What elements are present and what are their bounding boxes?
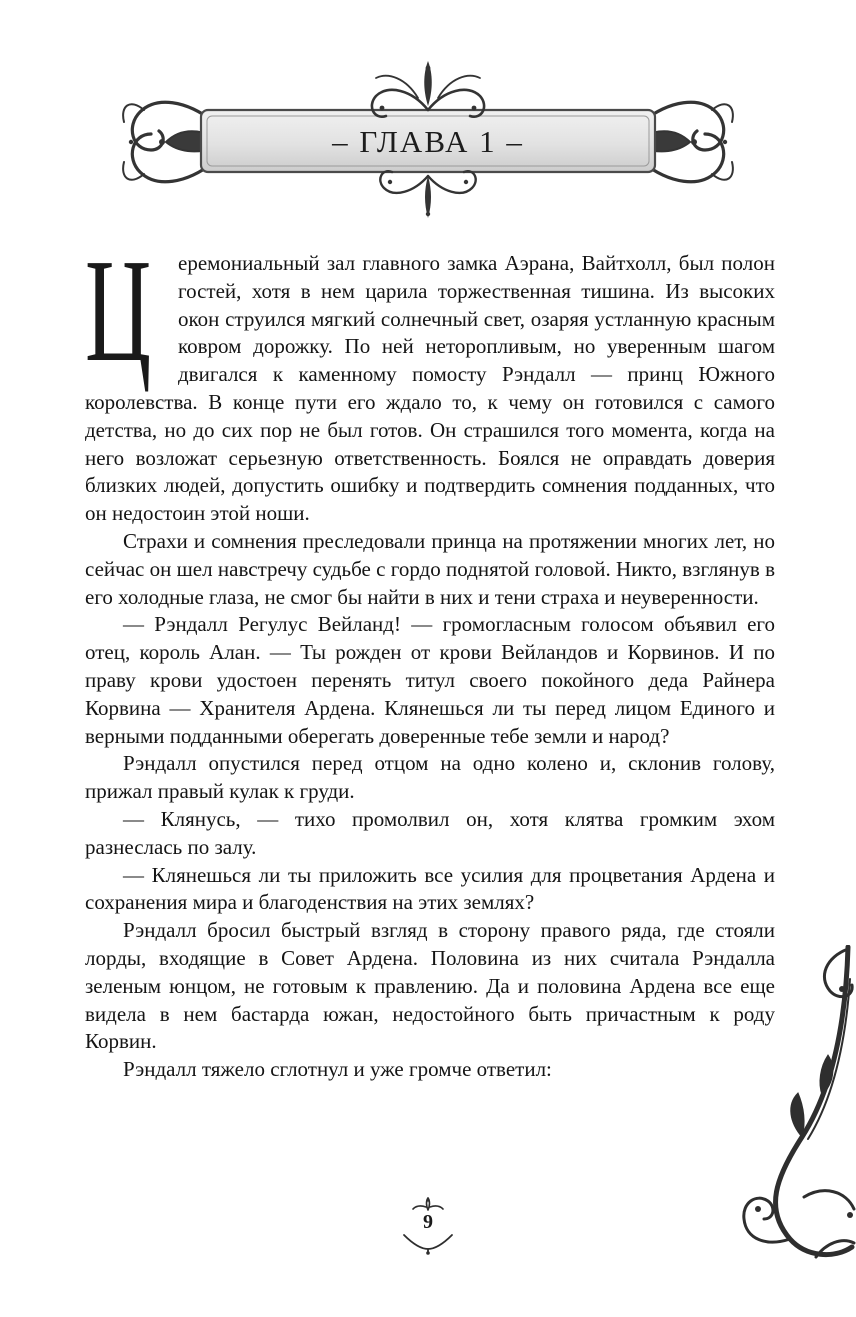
chapter-header	[118, 58, 738, 226]
page-number-top-ornament	[410, 1197, 446, 1211]
paragraph-text: еремониальный зал главного замка Аэрана, Вайтхолл, был полон гостей, хотя в нем царила торжественная тишина. Из высоких окон струился мягкий солнечный свет, озаряя устланную красным ковром дорожку. По ней неторопливым, но уверенным шагом двигался к каменному помосту Рэндалл — принц Южного королевства. В конце пути его ждало то, к чему он готовился с самого детства, но до сих пор не был готов. Он страшился того момента, когда на него возложат серьезную ответственность. Боялся не оправдать доверия близких людей, допустить ошибку и подтвердить сомнения подданных, что он недостоин этой ноши.	[85, 251, 775, 526]
paragraph: — Клянешься ли ты приложить все усилия для процветания Ардена и сохранения мира и благоденствия на этих землях?	[85, 862, 775, 915]
paragraph: — Рэндалл Регулус Вейланд! — громогласным голосом объявил его отец, король Алан. — Ты рожден от крови Вейландов и Корвинов. И по праву крови удостоен перенять титул своего покойного деда Райнера Корвина — Хранителя Ардена. Клянешься ли ты перед лицом Единого и верными подданными оберегать доверенные тебе земли и народ?	[85, 612, 775, 748]
paragraph: Рэндалл опустился перед отцом на одно колено и, склонив голову, прижал правый кулак к груди.	[85, 751, 775, 804]
paragraph: Рэндалл бросил быстрый взгляд в сторону правого ряда, где стояли лорды, входящие в Совет Ардена. Половина из них считала Рэндалла зеленым юнцом, не готовым к правлению. Да и половина Ардена все еще видела в нем бастарда южан, недостойного быть причастным к роду Корвин.	[85, 918, 775, 1054]
drop-cap-letter: Ц	[85, 229, 152, 393]
paragraph: Страхи и сомнения преследовали принца на протяжении многих лет, но сейчас он шел навстречу судьбе с гордо поднятой головой. Никто, взглянув в его холодные глаза, не смог бы найти в них и тени страха и неуверенности.	[85, 528, 775, 609]
page-body	[85, 229, 775, 1084]
drop-cap	[85, 229, 165, 393]
paragraph	[85, 229, 775, 528]
paragraph: — Клянусь, — тихо промолвил он, хотя клятва громким эхом разнеслась по залу.	[85, 806, 775, 859]
page-footer	[0, 1197, 856, 1255]
page-number: 9	[423, 1211, 433, 1233]
chapter-title: – ГЛАВА 1 –	[332, 124, 524, 159]
page-number-bottom-ornament	[402, 1233, 454, 1255]
paragraph: Рэндалл тяжело сглотнул и уже громче ответил:	[123, 1057, 552, 1082]
